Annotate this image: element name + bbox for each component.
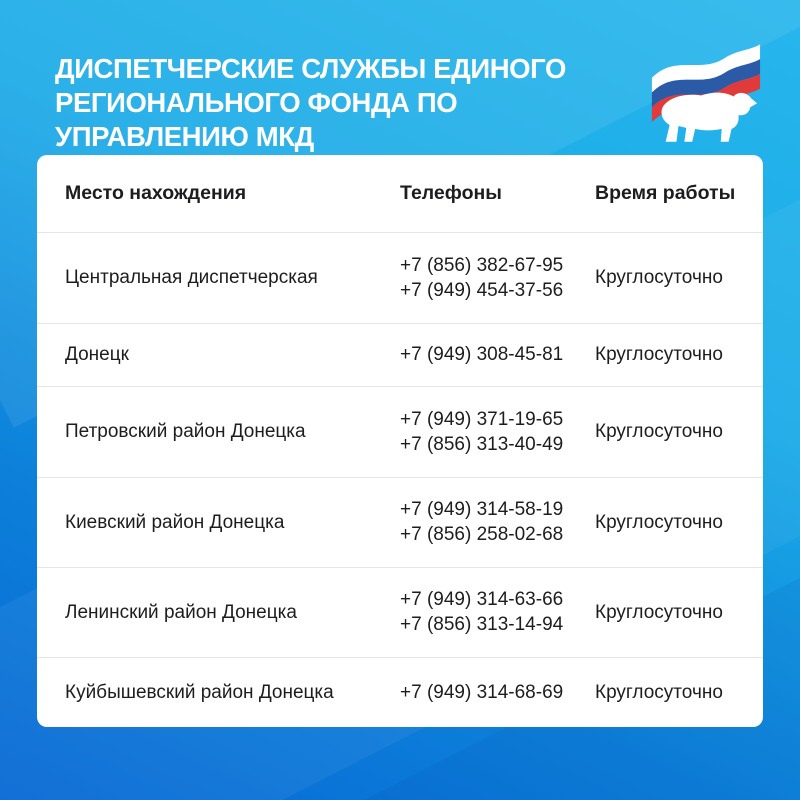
phone-number: +7 (856) 258-02-68 xyxy=(400,524,564,545)
hours-cell: Круглосуточно xyxy=(595,344,723,365)
page-title-line-1: ДИСПЕТЧЕРСКИЕ СЛУЖБЫ ЕДИНОГО xyxy=(55,53,566,84)
table-header-row xyxy=(37,155,763,232)
location-cell: Киевский район Донецка xyxy=(65,511,285,533)
location-cell: Донецк xyxy=(65,344,129,365)
table-row xyxy=(37,567,763,657)
phone-number: +7 (949) 314-63-66 xyxy=(400,589,564,610)
phone-number: +7 (949) 314-58-19 xyxy=(400,499,564,520)
location-cell: Куйбышевский район Донецка xyxy=(65,681,334,703)
phone-number: +7 (856) 313-14-94 xyxy=(400,614,564,635)
page-title xyxy=(55,52,655,154)
table-row xyxy=(37,657,763,727)
hours-cell: Круглосуточно xyxy=(595,511,723,533)
phone-number: +7 (949) 454-37-56 xyxy=(400,279,564,301)
location-cell: Ленинский район Донецка xyxy=(65,601,297,623)
phones-cell xyxy=(400,344,595,366)
phones-cell xyxy=(400,499,595,546)
phone-number: +7 (856) 313-40-49 xyxy=(400,433,564,455)
hours-cell: Круглосуточно xyxy=(595,421,723,442)
table-row xyxy=(37,386,763,477)
table-row xyxy=(37,232,763,323)
table-row xyxy=(37,477,763,567)
phones-cell xyxy=(400,255,595,302)
column-header-hours: Время работы xyxy=(595,182,736,204)
hours-cell: Круглосуточно xyxy=(595,681,723,703)
phone-number: +7 (949) 371-19-65 xyxy=(400,408,564,430)
phone-number: +7 (856) 382-67-95 xyxy=(400,254,564,276)
page-title-line-2: РЕГИОНАЛЬНОГО ФОНДА ПО УПРАВЛЕНИЮ МКД xyxy=(55,87,458,152)
phones-cell xyxy=(400,682,595,704)
column-header-location: Место нахождения xyxy=(65,182,247,204)
location-cell: Центральная диспетчерская xyxy=(65,267,318,288)
table-row xyxy=(37,323,763,386)
hours-cell: Круглосуточно xyxy=(595,601,723,623)
united-russia-logo xyxy=(646,42,764,146)
column-header-phones: Телефоны xyxy=(400,182,502,204)
phone-number: +7 (949) 314-68-69 xyxy=(400,681,564,703)
bear-icon xyxy=(662,93,758,142)
phones-cell xyxy=(400,409,595,456)
phone-number: +7 (949) 308-45-81 xyxy=(400,344,564,365)
schedule-table xyxy=(37,155,763,727)
location-cell: Петровский район Донецка xyxy=(65,421,306,442)
hours-cell: Круглосуточно xyxy=(595,267,723,288)
phones-cell xyxy=(400,589,595,636)
